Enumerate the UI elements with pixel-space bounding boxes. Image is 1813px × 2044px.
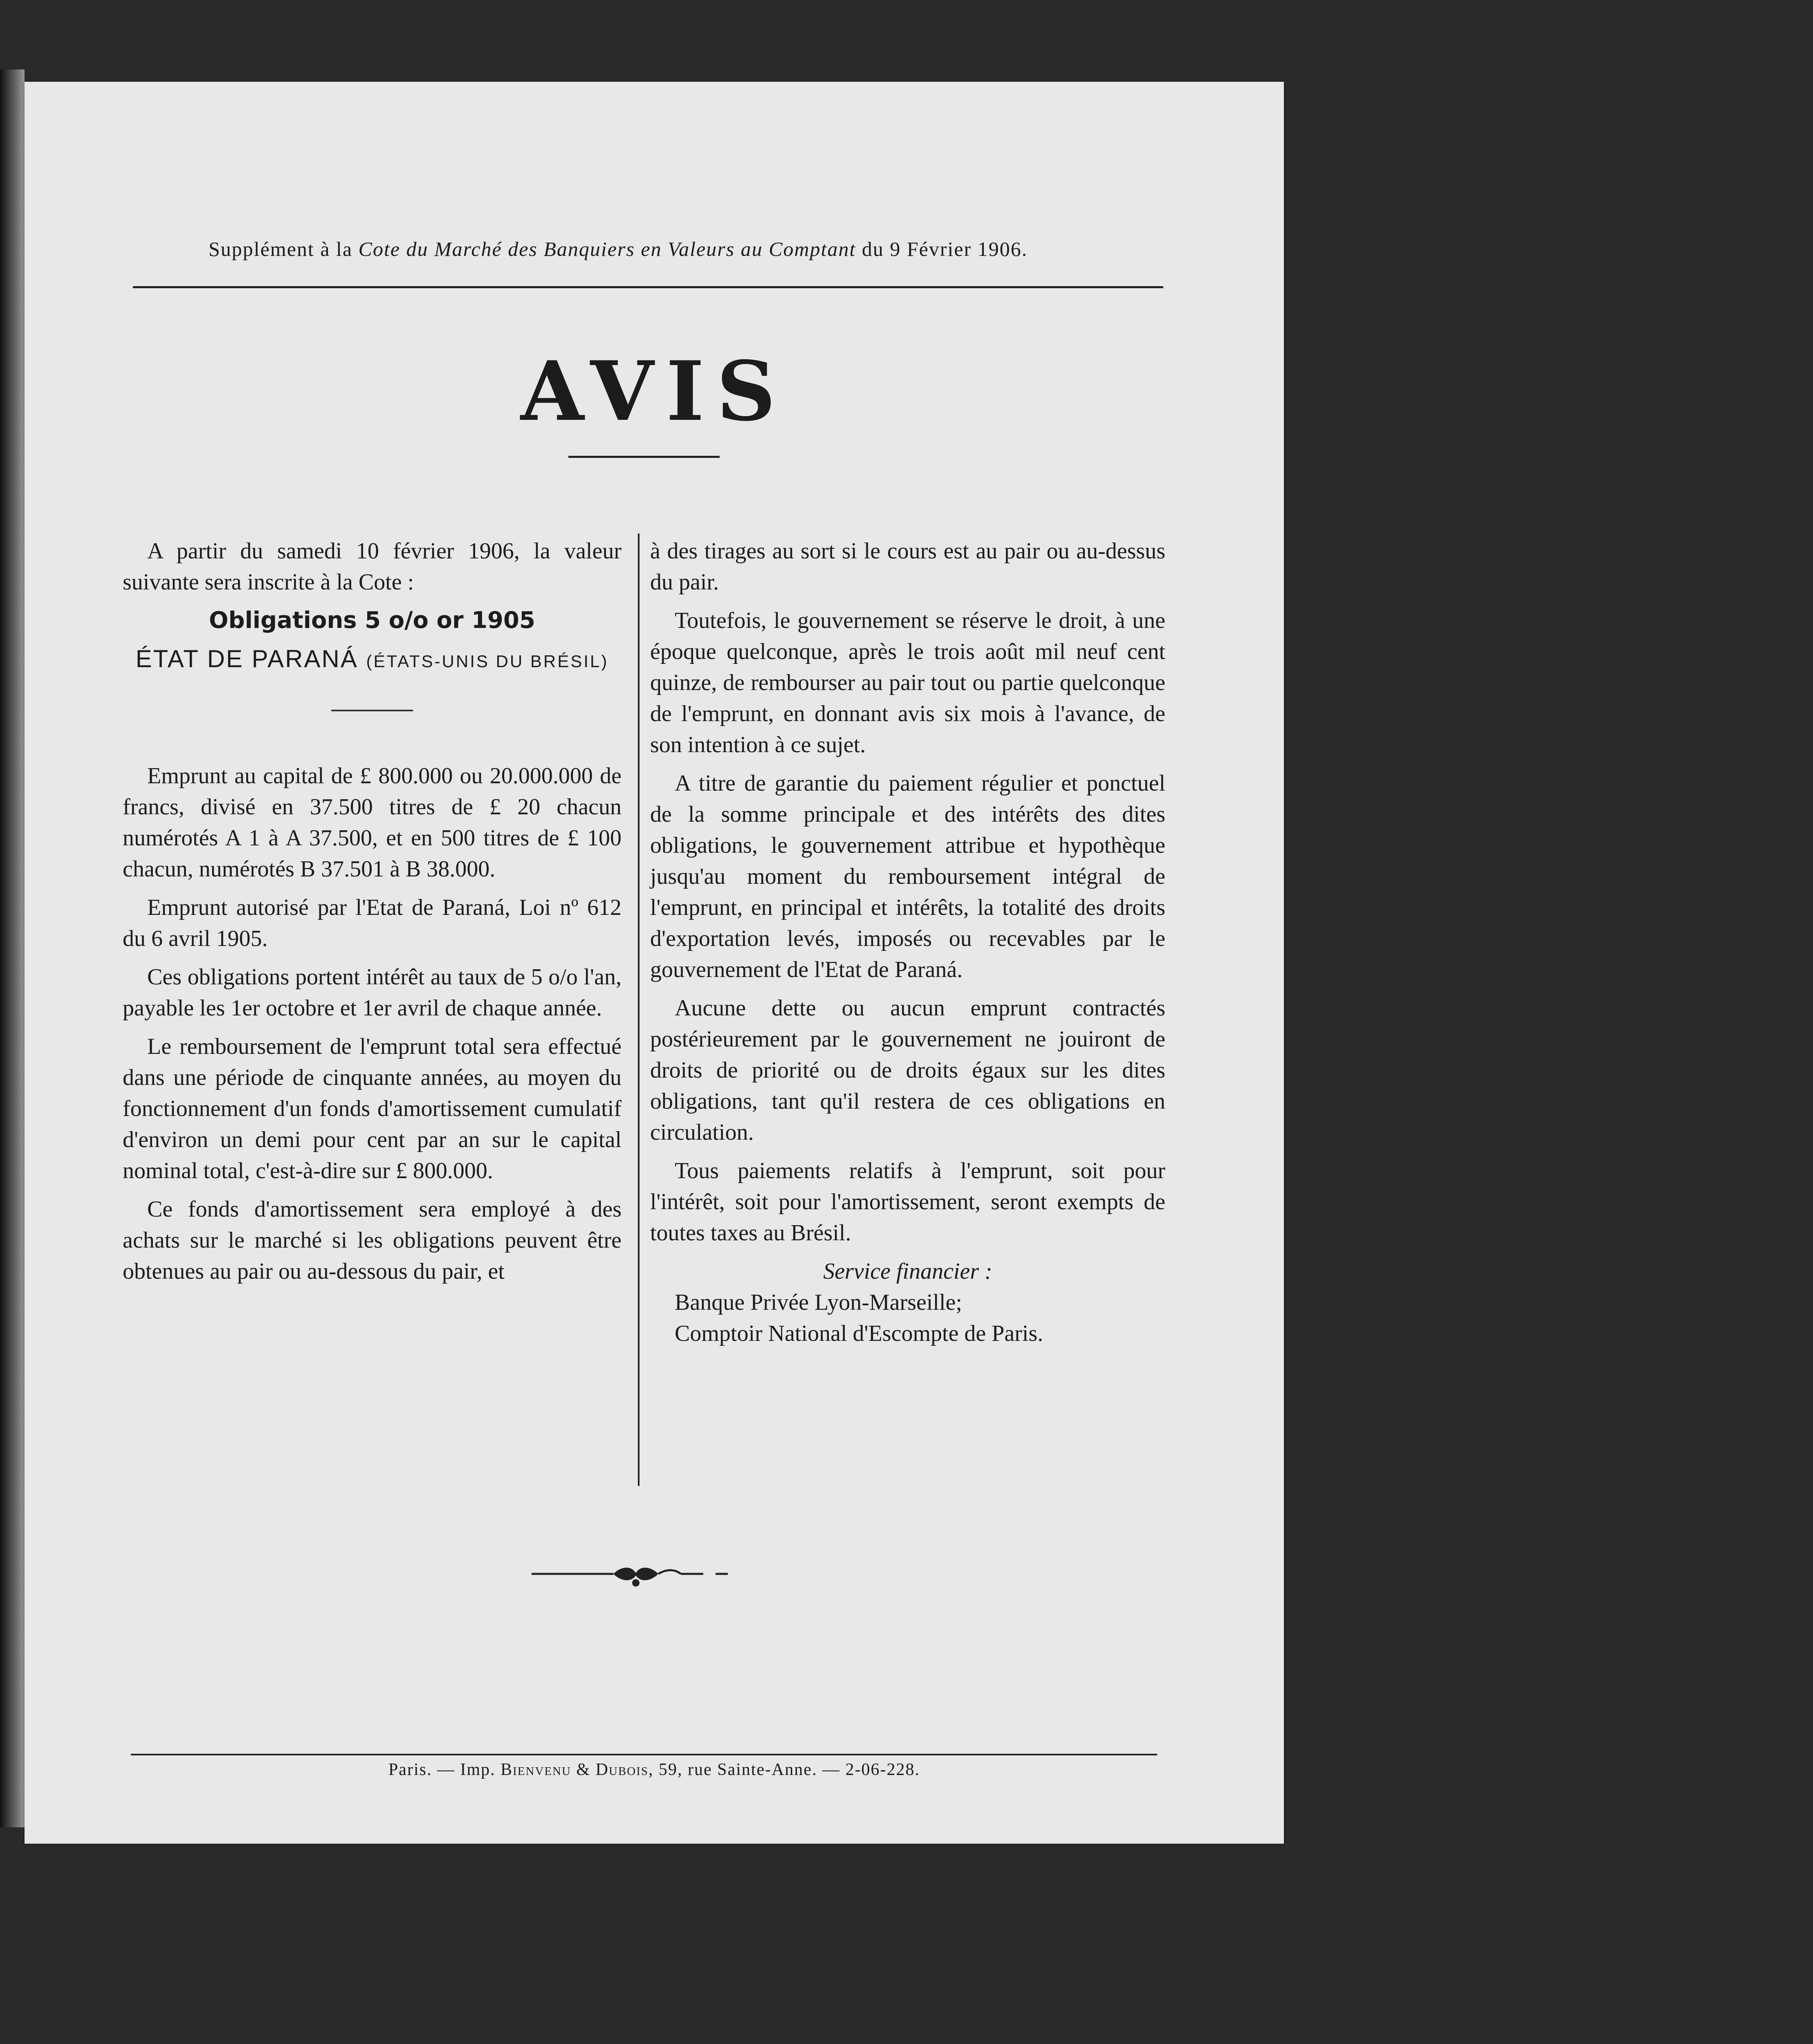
supplement-header [209, 237, 1149, 261]
left-paragraph-4: Le remboursement de l'emprunt total sera effectué dans une période de cinquante années, au moyen du fonctionnement d'un fonds d'amortissement cumulatif d'environ un demi pour cent par an sur le capital nominal total, c'est-à-dire sur £ 800.000. [123, 1034, 622, 1183]
intro-paragraph: A partir du samedi 10 février 1906, la valeur suivante sera inscrite à la Cote : [123, 538, 622, 595]
right-paragraph-3: A titre de garantie du paiement régulier et ponctuel de la somme principale et des intérêts des dites obligations, le gouvernement attribue et hypothèque jusqu'au moment du remboursement intégral de l'emprunt, en principal et intérêts, la totalité des droits d'exportation levés, imposés ou recevables par le gouvernement de l'Etat de Paraná. [650, 771, 1165, 982]
imprint-printer: Bienvenu & Dubois [500, 1760, 648, 1779]
title-underline [568, 456, 720, 458]
right-paragraph-4: Aucune dette ou aucun emprunt contractés postérieurement par le gouvernement ne jouiront de droits de priorité ou de droits égaux sur les dites obligations, tant qu'il restera de ces obligations en circulation. [650, 995, 1165, 1145]
etat-main: ÉTAT DE PARANÁ [135, 645, 358, 672]
fleuron-ornament-icon [532, 1558, 744, 1590]
footer-rule [131, 1754, 1157, 1755]
left-paragraph-3: Ces obligations portent intérêt au taux de 5 o/o l'an, payable les 1er octobre et 1er avril de chaque année. [123, 964, 622, 1021]
imprint-line [25, 1760, 1284, 1780]
left-paragraph-5: Ce fonds d'amortissement sera employé à des achats sur le marché si les obligations peuvent être obtenues au pair ou au-dessous du pair, et [123, 1197, 622, 1284]
right-paragraph-1: à des tirages au sort si le cours est au pair ou au-dessus du pair. [650, 538, 1165, 595]
bank-1: Banque Privée Lyon-Marseille; [675, 1290, 962, 1315]
document-page [25, 82, 1284, 1844]
bank-2: Comptoir National d'Escompte de Paris. [675, 1321, 1043, 1346]
left-paragraph-2: Emprunt autorisé par l'Etat de Paraná, Loi nº 612 du 6 avril 1905. [123, 895, 622, 951]
section-rule [331, 710, 413, 711]
service-financier-label: Service financier : [823, 1259, 992, 1284]
right-column [650, 536, 1165, 1349]
column-divider [638, 533, 639, 1486]
left-paragraph-1: Emprunt au capital de £ 800.000 ou 20.000.000 de francs, divisé en 37.500 titres de £ 20 chacun numérotés A 1 à A 37.500, et en 500 titres de £ 100 chacun, numérotés B 37.501 à B 38.000. [123, 763, 622, 882]
right-paragraph-2: Toutefois, le gouvernement se réserve le droit, à une époque quelconque, après le trois août mil neuf cent quinze, de rembourser au pair tout ou partie quelconque de l'emprunt, en donnant avis six mois à l'avance, de son intention à ce sujet. [650, 608, 1165, 758]
scan-binding-edge [0, 69, 25, 1827]
supplement-text-pre: Supplément à la [209, 238, 359, 260]
imprint-pre: Paris. — Imp. [388, 1760, 501, 1779]
supplement-text-italic: Cote du Marché des Banquiers en Valeurs au Comptant [358, 238, 856, 260]
supplement-text-post: du 9 Février 1906. [856, 238, 1028, 260]
right-paragraph-5: Tous paiements relatifs à l'emprunt, soit pour l'intérêt, soit pour l'amortissement, seront exempts de toutes taxes au Brésil. [650, 1158, 1165, 1246]
etat-heading [123, 643, 622, 677]
header-rule [133, 286, 1163, 288]
imprint-post: , 59, rue Sainte-Anne. — 2-06-228. [648, 1760, 920, 1779]
etat-sub: (ÉTATS-UNIS DU BRÉSIL) [366, 652, 609, 671]
obligations-heading: Obligations 5 o/o or 1905 [209, 607, 535, 634]
page-title: AVIS [521, 343, 788, 439]
left-column [123, 536, 622, 1294]
